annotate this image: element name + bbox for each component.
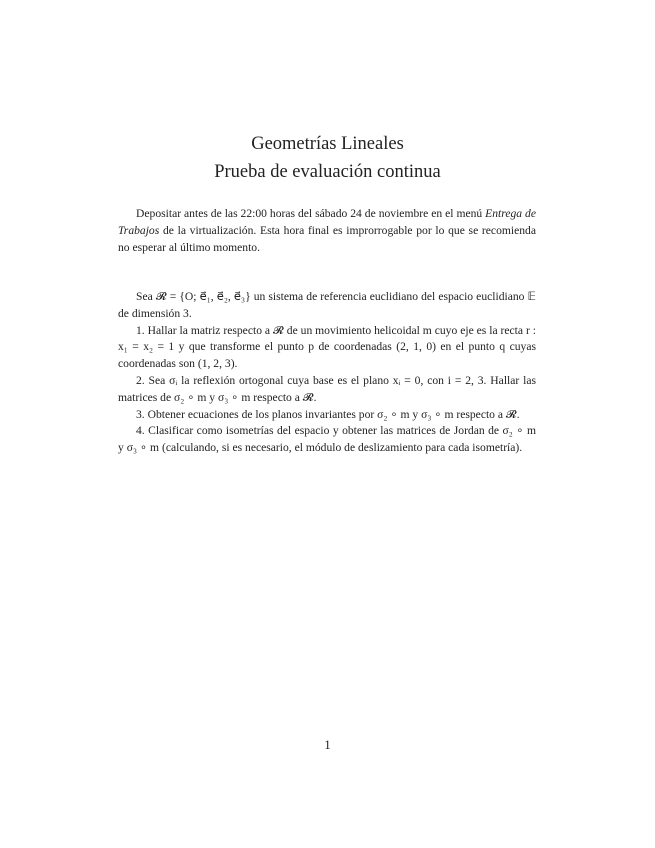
- problem-statement: [118, 289, 536, 457]
- page-number: 1: [324, 737, 331, 752]
- problem-item-2: 2. Sea σᵢ la reflexión ortogonal cuya base es el plano xᵢ = 0, con i = 2, 3. Hallar las matrices de σ₂ ∘ m y σ₃ ∘ m respecto a 𝓡.: [118, 373, 536, 404]
- problem-item-4: 4. Clasificar como isometrías del espacio y obtener las matrices de Jordan de σ₂ ∘ m y σ₃ ∘ m (calculando, si es necesario, el módulo de deslizamiento para cada isometría).: [118, 424, 536, 455]
- notice-emphasis: Entrega de Trabajos: [118, 207, 536, 237]
- document-title: [0, 130, 655, 186]
- problem-item-3: 3. Obtener ecuaciones de los planos invariantes por σ₂ ∘ m y σ₃ ∘ m respecto a 𝓡.: [136, 407, 520, 421]
- problem-item-1: 1. Hallar la matriz respecto a 𝓡 de un movimiento helicoidal m cuyo eje es la recta r : x₁ = x₂ = 1 y que transforme el punto p de coordenadas (2, 1, 0) en el punto q cuyas coordenadas son (1, 2, 3).: [118, 323, 536, 371]
- notice-text-before: Depositar antes de las 22:00 horas del sábado 24 de noviembre en el menú: [136, 207, 483, 220]
- title-line-1: Geometrías Lineales: [251, 134, 404, 154]
- notice-text-after: de la virtualización. Esta hora final es improrrogable por lo que se recomienda no esperar al último momento.: [118, 223, 536, 254]
- submission-notice: [118, 206, 536, 256]
- problem-intro: Sea 𝓡 = {O; e⃗₁, e⃗₂, e⃗₃} un sistema de referencia euclidiano del espacio euclidiano 𝔼 de dimensión 3.: [118, 290, 536, 320]
- title-line-2: Prueba de evaluación continua: [214, 162, 441, 182]
